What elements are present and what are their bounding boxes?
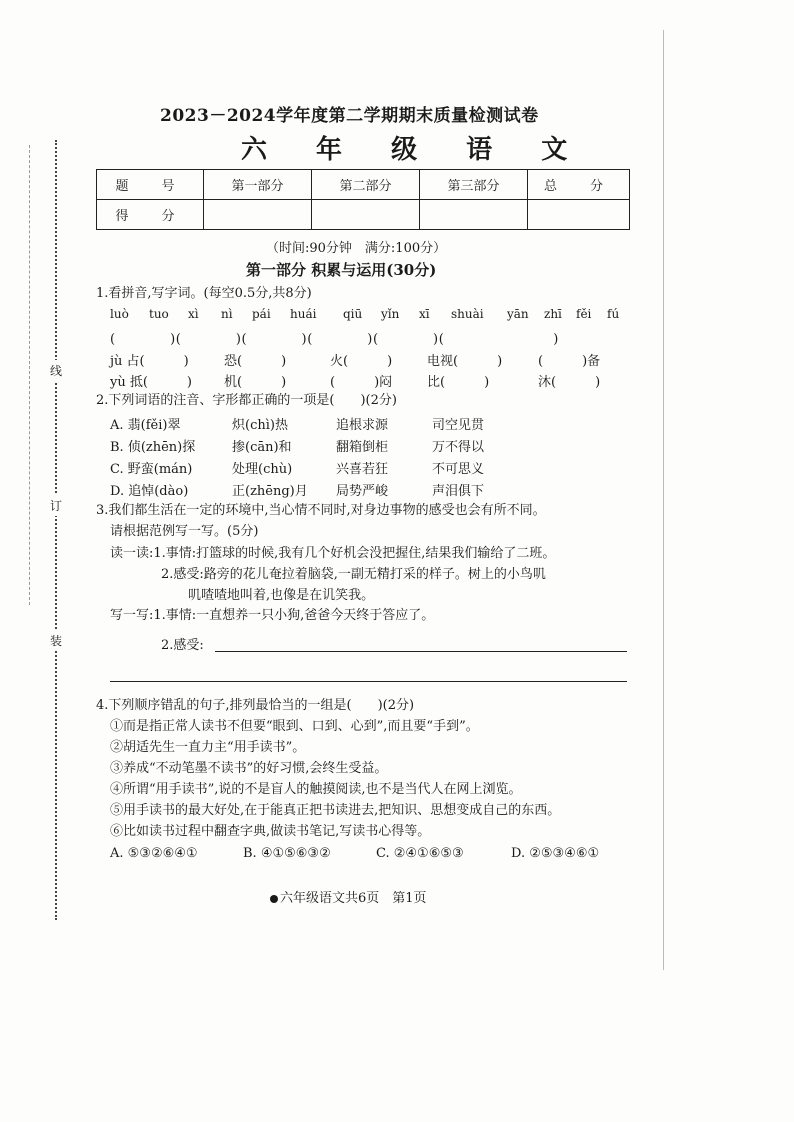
score-header-cell: 总 分 bbox=[528, 170, 630, 200]
q1-word-blank[interactable]: jù 占( ) bbox=[110, 354, 189, 369]
pinyin: nì bbox=[221, 307, 233, 321]
pinyin: yǐn bbox=[381, 307, 400, 321]
score-cell[interactable] bbox=[420, 200, 528, 230]
q4-sentence: ③养成“不动笔墨不读书”的好习惯,会终生受益。 bbox=[110, 761, 388, 776]
q4-option-d: D. ②⑤③④⑥① bbox=[511, 846, 600, 861]
q4-sentence: ②胡适先生一直力主“用手读书”。 bbox=[110, 740, 306, 755]
score-header-cell: 题 号 bbox=[97, 170, 204, 200]
q1-word-blank[interactable]: 电视( ) bbox=[427, 354, 503, 369]
q4-option-a: A. ⑤③②⑥④① bbox=[110, 846, 198, 861]
q1-word-blank[interactable]: ( )闷 bbox=[330, 375, 393, 390]
q3-read-feeling-cont: 叽喳喳地叫着,也像是在讥笑我。 bbox=[188, 588, 375, 603]
q2-option-word: 兴喜若狂 bbox=[336, 462, 389, 477]
pinyin: xī bbox=[419, 307, 430, 321]
score-header-cell: 第三部分 bbox=[420, 170, 528, 200]
q4-option-b: B. ④①⑤⑥③② bbox=[243, 846, 331, 861]
binding-dotted-line bbox=[55, 140, 57, 920]
q3-answer-line[interactable] bbox=[110, 681, 627, 682]
score-table bbox=[96, 169, 630, 230]
q2-stem: 2.下列词语的注音、字形都正确的一项是( )(2分) bbox=[96, 393, 397, 408]
q1-stem: 1.看拼音,写字词。(每空0.5分,共8分) bbox=[96, 286, 312, 301]
q4-sentence: ⑤用手读书的最大好处,在于能真正把书读进去,把知识、思想变成自己的东西。 bbox=[110, 803, 561, 818]
q2-option-b: B. 侦(zhēn)探 bbox=[110, 440, 196, 455]
q1-word-blank[interactable]: 恐( ) bbox=[224, 354, 287, 369]
q4-sentence: ④所谓“用手读书”,说的不是盲人的触摸阅读,也不是当代人在网上浏览。 bbox=[110, 782, 522, 797]
q3-write-event: 写一写:1.事情:一直想养一只小狗,爸爸今天终于答应了。 bbox=[110, 608, 435, 623]
score-table-header-row bbox=[97, 170, 630, 200]
pinyin: fěi bbox=[576, 307, 592, 321]
q3-write-feeling-label: 2.感受: bbox=[161, 638, 204, 653]
pinyin: fú bbox=[607, 307, 620, 321]
q2-option-word: 翻箱倒柜 bbox=[336, 440, 389, 455]
q3-read-feeling: 2.感受:路旁的花儿奄拉着脑袋,一副无精打采的样子。树上的小鸟叽 bbox=[161, 567, 546, 582]
score-row-label: 得 分 bbox=[97, 200, 204, 230]
pinyin: shuài bbox=[451, 307, 484, 321]
q1-word-blank[interactable]: yù 抵( ) bbox=[110, 375, 192, 390]
page-edge-line bbox=[663, 30, 664, 970]
q2-option-c: C. 野蛮(mán) bbox=[110, 462, 193, 477]
q4-option-c: C. ②④①⑥⑤③ bbox=[376, 846, 464, 861]
q1-word-blank[interactable]: 比( ) bbox=[427, 375, 490, 390]
score-cell[interactable] bbox=[204, 200, 312, 230]
q2-option-a: A. 翡(fěi)翠 bbox=[110, 418, 181, 433]
part1-title: 第一部分 积累与运用(30分) bbox=[246, 261, 437, 279]
q4-stem: 4.下列顺序错乱的句子,排列最恰当的一组是( )(2分) bbox=[96, 698, 415, 713]
pinyin: huái bbox=[290, 307, 317, 321]
q2-option-word: 正(zhēng)月 bbox=[232, 484, 308, 499]
pinyin: yān bbox=[507, 307, 529, 321]
q1-word-blank[interactable]: 沐( ) bbox=[538, 375, 601, 390]
pinyin: zhī bbox=[544, 307, 562, 321]
footer-text: 六年级语文共6页 第1页 bbox=[280, 891, 427, 906]
exam-time-info: （时间:90分钟 满分:100分） bbox=[266, 241, 447, 256]
score-table-score-row bbox=[97, 200, 630, 230]
score-cell[interactable] bbox=[312, 200, 420, 230]
q2-option-word: 司空见贯 bbox=[432, 418, 485, 433]
q2-option-word: 局势严峻 bbox=[336, 484, 389, 499]
exam-subtitle: 六 年 级 语 文 bbox=[241, 135, 588, 165]
score-cell[interactable] bbox=[528, 200, 630, 230]
q2-option-word: 炽(chì)热 bbox=[232, 418, 288, 433]
page-footer bbox=[270, 887, 427, 906]
pinyin: xì bbox=[188, 307, 199, 321]
score-header-cell: 第一部分 bbox=[204, 170, 312, 200]
q3-stem-line2: 请根据范例写一写。(5分) bbox=[110, 524, 259, 539]
q2-option-word: 处理(chù) bbox=[232, 462, 293, 477]
q4-sentence: ①而是指正常人读书不但要“眼到、口到、心到”,而且要“手到”。 bbox=[110, 719, 479, 734]
q2-option-word: 追根求源 bbox=[336, 418, 389, 433]
score-header-cell: 第二部分 bbox=[312, 170, 420, 200]
binding-label-ding: 订 bbox=[50, 495, 62, 516]
binding-label-xian: 线 bbox=[50, 360, 62, 381]
q2-option-d: D. 追悼(dào) bbox=[110, 484, 189, 499]
q2-option-word: 声泪俱下 bbox=[432, 484, 485, 499]
q1-word-blank[interactable]: 火( ) bbox=[330, 354, 393, 369]
pinyin: luò bbox=[110, 307, 129, 321]
q3-answer-line[interactable] bbox=[215, 651, 627, 652]
q1-answer-blanks[interactable]: ( )( )( )( )( )( ) bbox=[110, 332, 559, 347]
pinyin: qiū bbox=[343, 307, 363, 321]
q1-word-blank[interactable]: ( )备 bbox=[538, 354, 601, 369]
exam-title: 2023－2024学年度第二学期期末质量检测试卷 bbox=[160, 106, 539, 126]
q3-read-event: 读一读:1.事情:打篮球的时候,我有几个好机会没把握住,结果我们输给了二班。 bbox=[110, 546, 556, 561]
q2-option-word: 不可思义 bbox=[432, 462, 485, 477]
pinyin: pái bbox=[252, 307, 271, 321]
q3-stem: 3.我们都生活在一定的环境中,当心情不同时,对身边事物的感受也会有所不同。 bbox=[96, 503, 546, 518]
bullet-icon bbox=[270, 895, 278, 903]
q2-option-word: 万不得以 bbox=[432, 440, 485, 455]
q2-option-word: 掺(cān)和 bbox=[232, 440, 292, 455]
pinyin: tuo bbox=[149, 307, 169, 321]
binding-dashed-line bbox=[29, 145, 30, 605]
q1-word-blank[interactable]: 机( ) bbox=[224, 375, 287, 390]
q4-sentence: ⑥比如读书过程中翻查字典,做读书笔记,写读书心得等。 bbox=[110, 824, 431, 839]
binding-label-zhuang: 装 bbox=[50, 630, 62, 651]
